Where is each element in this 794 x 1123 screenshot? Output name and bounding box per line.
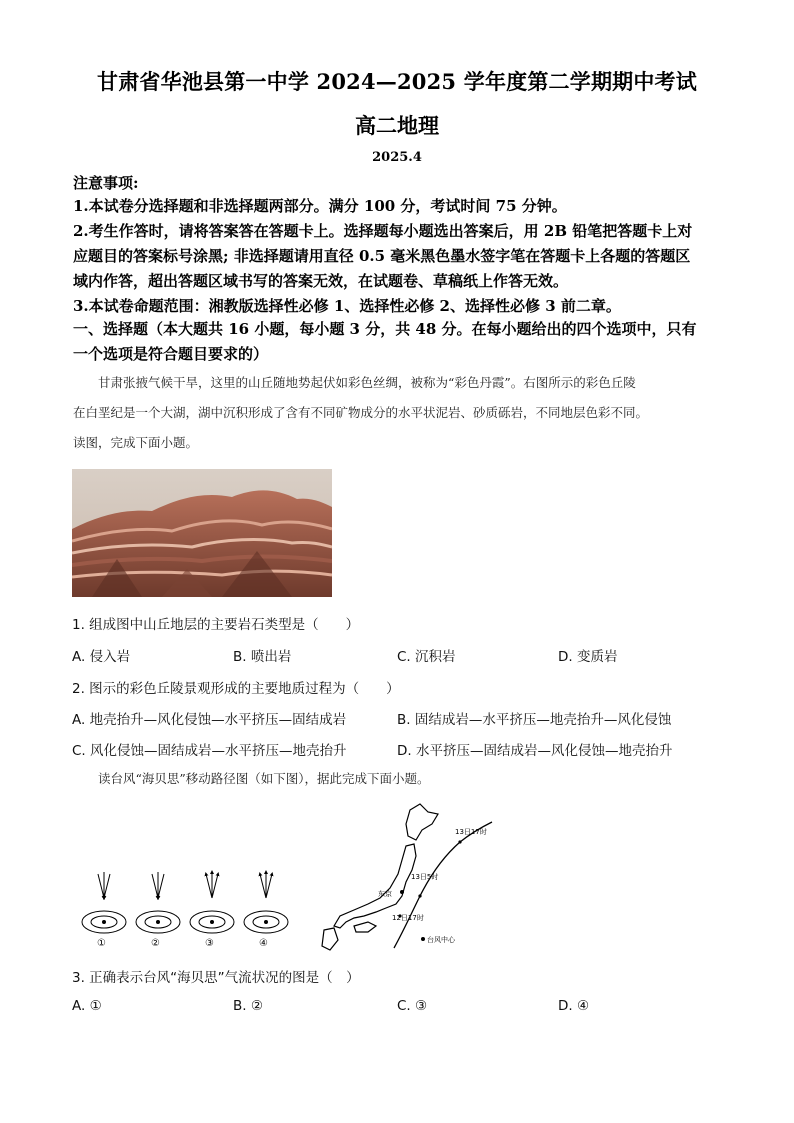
danxia-landform-photo — [72, 469, 332, 597]
notice-line-2c: 域内作答，超出答题区域书写的答案无效，在试题卷、草稿纸上作答无效。 — [73, 272, 569, 290]
question-2-option-c[interactable]: C. 风化侵蚀—固结成岩—水平挤压—地壳抬升 — [72, 743, 347, 759]
notice-line-1: 1.本试卷分选择题和非选择题两部分。满分 100 分，考试时间 75 分钟。 — [73, 197, 567, 215]
diagram-label-4: ④ — [259, 938, 268, 949]
question-2-option-d[interactable]: D. 水平挤压—固结成岩—风化侵蚀—地壳抬升 — [397, 743, 673, 759]
map-label-tokyo: 东京 — [378, 890, 392, 898]
passage-1-line-3: 读图，完成下面小题。 — [73, 435, 199, 450]
notice-line-2a: 2.考生作答时，请将答案答在答题卡上。选择题每小题选出答案后，用 2B 铅笔把答题卡上对 — [73, 222, 693, 240]
diagram-label-1: ① — [97, 938, 106, 949]
exam-date: 2025.4 — [372, 150, 422, 165]
question-2-option-b[interactable]: B. 固结成岩—水平挤压—地壳抬升—风化侵蚀 — [397, 712, 672, 728]
passage-1-line-1: 甘肃张掖气候干旱，这里的山丘随地势起伏如彩色丝绸，被称为“彩色丹霞”。右图所示的彩色丘陵 — [98, 375, 636, 390]
map-legend-typhoon-center: 台风中心 — [427, 936, 455, 944]
notice-line-3: 3.本试卷命题范围：湘教版选择性必修 1、选择性必修 2、选择性必修 3 前二章。 — [73, 297, 621, 315]
question-3-stem: 3. 正确表示台风“海贝思”气流状况的图是（ ） — [72, 970, 360, 986]
question-2-option-a[interactable]: A. 地壳抬升—风化侵蚀—水平挤压—固结成岩 — [72, 712, 347, 728]
airflow-diagram-3 — [190, 872, 234, 933]
diagram-label-3: ③ — [205, 938, 214, 949]
typhoon-path-map — [320, 800, 500, 952]
passage-1-line-2: 在白垩纪是一个大湖，湖中沉积形成了含有不同矿物成分的水平状泥岩、砂质砾岩，不同地层色彩不同。 — [73, 405, 649, 420]
airflow-diagram-2 — [136, 872, 180, 933]
question-3-option-b[interactable]: B. ② — [233, 998, 263, 1014]
airflow-diagram-4 — [244, 872, 288, 933]
question-3-option-c[interactable]: C. ③ — [397, 998, 428, 1014]
question-1-stem: 1. 组成图中山丘地层的主要岩石类型是（ ） — [72, 617, 360, 633]
diagram-label-2: ② — [151, 938, 160, 949]
airflow-diagram-1 — [82, 872, 126, 933]
map-label-13-17: 13日17时 — [455, 828, 487, 836]
question-1-option-b[interactable]: B. 喷出岩 — [233, 649, 292, 665]
question-1-option-d[interactable]: D. 变质岩 — [558, 649, 618, 665]
section-heading-line-1: 一、选择题（本大题共 16 小题，每小题 3 分，共 48 分。在每小题给出的四个选项中，只有 — [73, 320, 697, 338]
question-3-option-d[interactable]: D. ④ — [558, 998, 590, 1014]
question-1-option-c[interactable]: C. 沉积岩 — [397, 649, 456, 665]
map-label-12-17: 12日17时 — [392, 914, 424, 922]
passage-2-line-1: 读台风“海贝思”移动路径图（如下图），据此完成下面小题。 — [98, 771, 430, 786]
notice-heading: 注意事项: — [73, 174, 139, 192]
question-3-option-a[interactable]: A. ① — [72, 998, 102, 1014]
question-1-option-a[interactable]: A. 侵入岩 — [72, 649, 131, 665]
notice-line-2b: 应题目的答案标号涂黑; 非选择题请用直径 0.5 毫米黑色墨水签字笔在答题卡上各题的答题区 — [73, 247, 691, 265]
exam-title: 甘肃省华池县第一中学 2024—2025 学年度第二学期期中考试 — [97, 69, 697, 94]
question-2-stem: 2. 图示的彩色丘陵景观形成的主要地质过程为（ ） — [72, 681, 400, 697]
map-label-13-5: 13日5时 — [411, 873, 439, 881]
exam-subject: 高二地理 — [355, 113, 439, 138]
section-heading-line-2: 一个选项是符合题目要求的） — [73, 345, 269, 363]
airflow-diagrams — [76, 868, 306, 958]
